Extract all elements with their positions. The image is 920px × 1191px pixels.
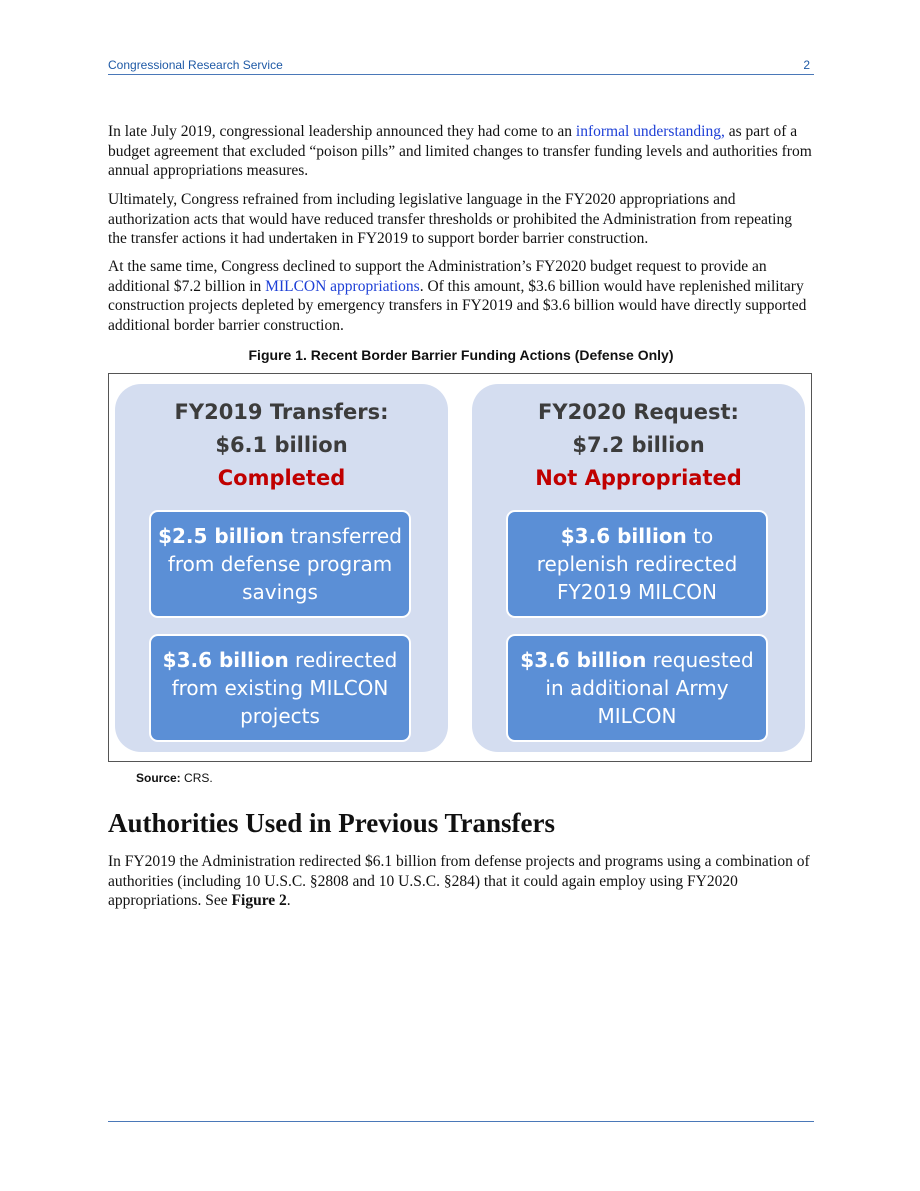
fy2019-panel	[115, 384, 448, 752]
funding-card	[149, 634, 411, 742]
funding-card	[506, 510, 768, 618]
paragraph-text: In late July 2019, congressional leadership announced they had come to an	[108, 123, 576, 140]
card-amount: $2.5 billion	[158, 524, 285, 548]
panel-amount: $7.2 billion	[572, 433, 705, 457]
header-divider	[108, 74, 814, 75]
card-amount: $3.6 billion	[520, 648, 647, 672]
figure-2-reference: Figure 2	[231, 892, 287, 910]
section-heading: Authorities Used in Previous Transfers	[108, 808, 556, 838]
card-text	[512, 646, 762, 730]
funding-card	[506, 634, 768, 742]
page-number: 2	[803, 58, 810, 72]
card-description: to replenish redirected FY2019 MILCON	[536, 524, 738, 604]
footer-divider	[108, 1121, 814, 1122]
paragraph-text: At the same time, Congress declined to support the Administration’s FY2020 budget request to provide an additional $7.2 billion in	[108, 258, 767, 295]
paragraph-authorities	[108, 852, 814, 911]
panel-title: FY2019 Transfers:	[174, 400, 389, 424]
card-amount: $3.6 billion	[162, 648, 289, 672]
source-label: Source:	[136, 771, 181, 785]
funding-card	[149, 510, 411, 618]
paragraph-budget-request	[108, 257, 814, 335]
paragraph-informal-understanding	[108, 122, 814, 181]
panel-status: Not Appropriated	[535, 466, 742, 490]
paragraph-text: In FY2019 the Administration redirected $6.1 billion from defense projects and programs using a combination of authorities (including 10 U.S.C. §2808 and 10 U.S.C. §284) that it could again employ using FY2020 appropriations. See	[108, 853, 810, 910]
page-header	[108, 58, 814, 74]
figure-source	[136, 771, 213, 785]
paragraph-congress-refrained: Ultimately, Congress refrained from including legislative language in the FY2020 appropriations and authorization acts that would have reduced transfer thresholds or prohibited the Administration from repeating the transfer actions it had undertaken in FY2019 to support border barrier construction.	[108, 191, 792, 248]
card-text	[155, 646, 405, 730]
milcon-appropriations-link[interactable]: MILCON appropriations	[265, 277, 420, 295]
card-description: redirected from existing MILCON projects	[171, 648, 398, 728]
paragraph-text: .	[286, 892, 291, 910]
figure-caption: Figure 1. Recent Border Barrier Funding Actions (Defense Only)	[248, 347, 674, 363]
panel-title: FY2020 Request:	[538, 400, 739, 424]
fy2020-panel	[472, 384, 805, 752]
figure-1	[108, 373, 812, 762]
header-org-name: Congressional Research Service	[108, 58, 283, 72]
paragraph-text: as part of a budget agreement that excluded “poison pills” and limited changes to transfer funding levels and authorities from annual appropriations measures.	[108, 123, 812, 180]
card-description: requested in additional Army MILCON	[545, 648, 754, 728]
card-description: transferred from defense program savings	[167, 524, 402, 604]
paragraph-text: . Of this amount, $3.6 billion would have replenished military construction projects depleted by emergency transfers in FY2019 and $3.6 billion would have directly supported additional border barrier construction.	[108, 277, 807, 334]
card-text	[155, 522, 405, 606]
card-amount: $3.6 billion	[560, 524, 687, 548]
informal-understanding-link[interactable]: informal understanding,	[575, 123, 725, 140]
panel-status: Completed	[217, 466, 346, 490]
source-text: CRS.	[180, 771, 213, 785]
card-text	[512, 522, 762, 606]
panel-amount: $6.1 billion	[215, 433, 348, 457]
